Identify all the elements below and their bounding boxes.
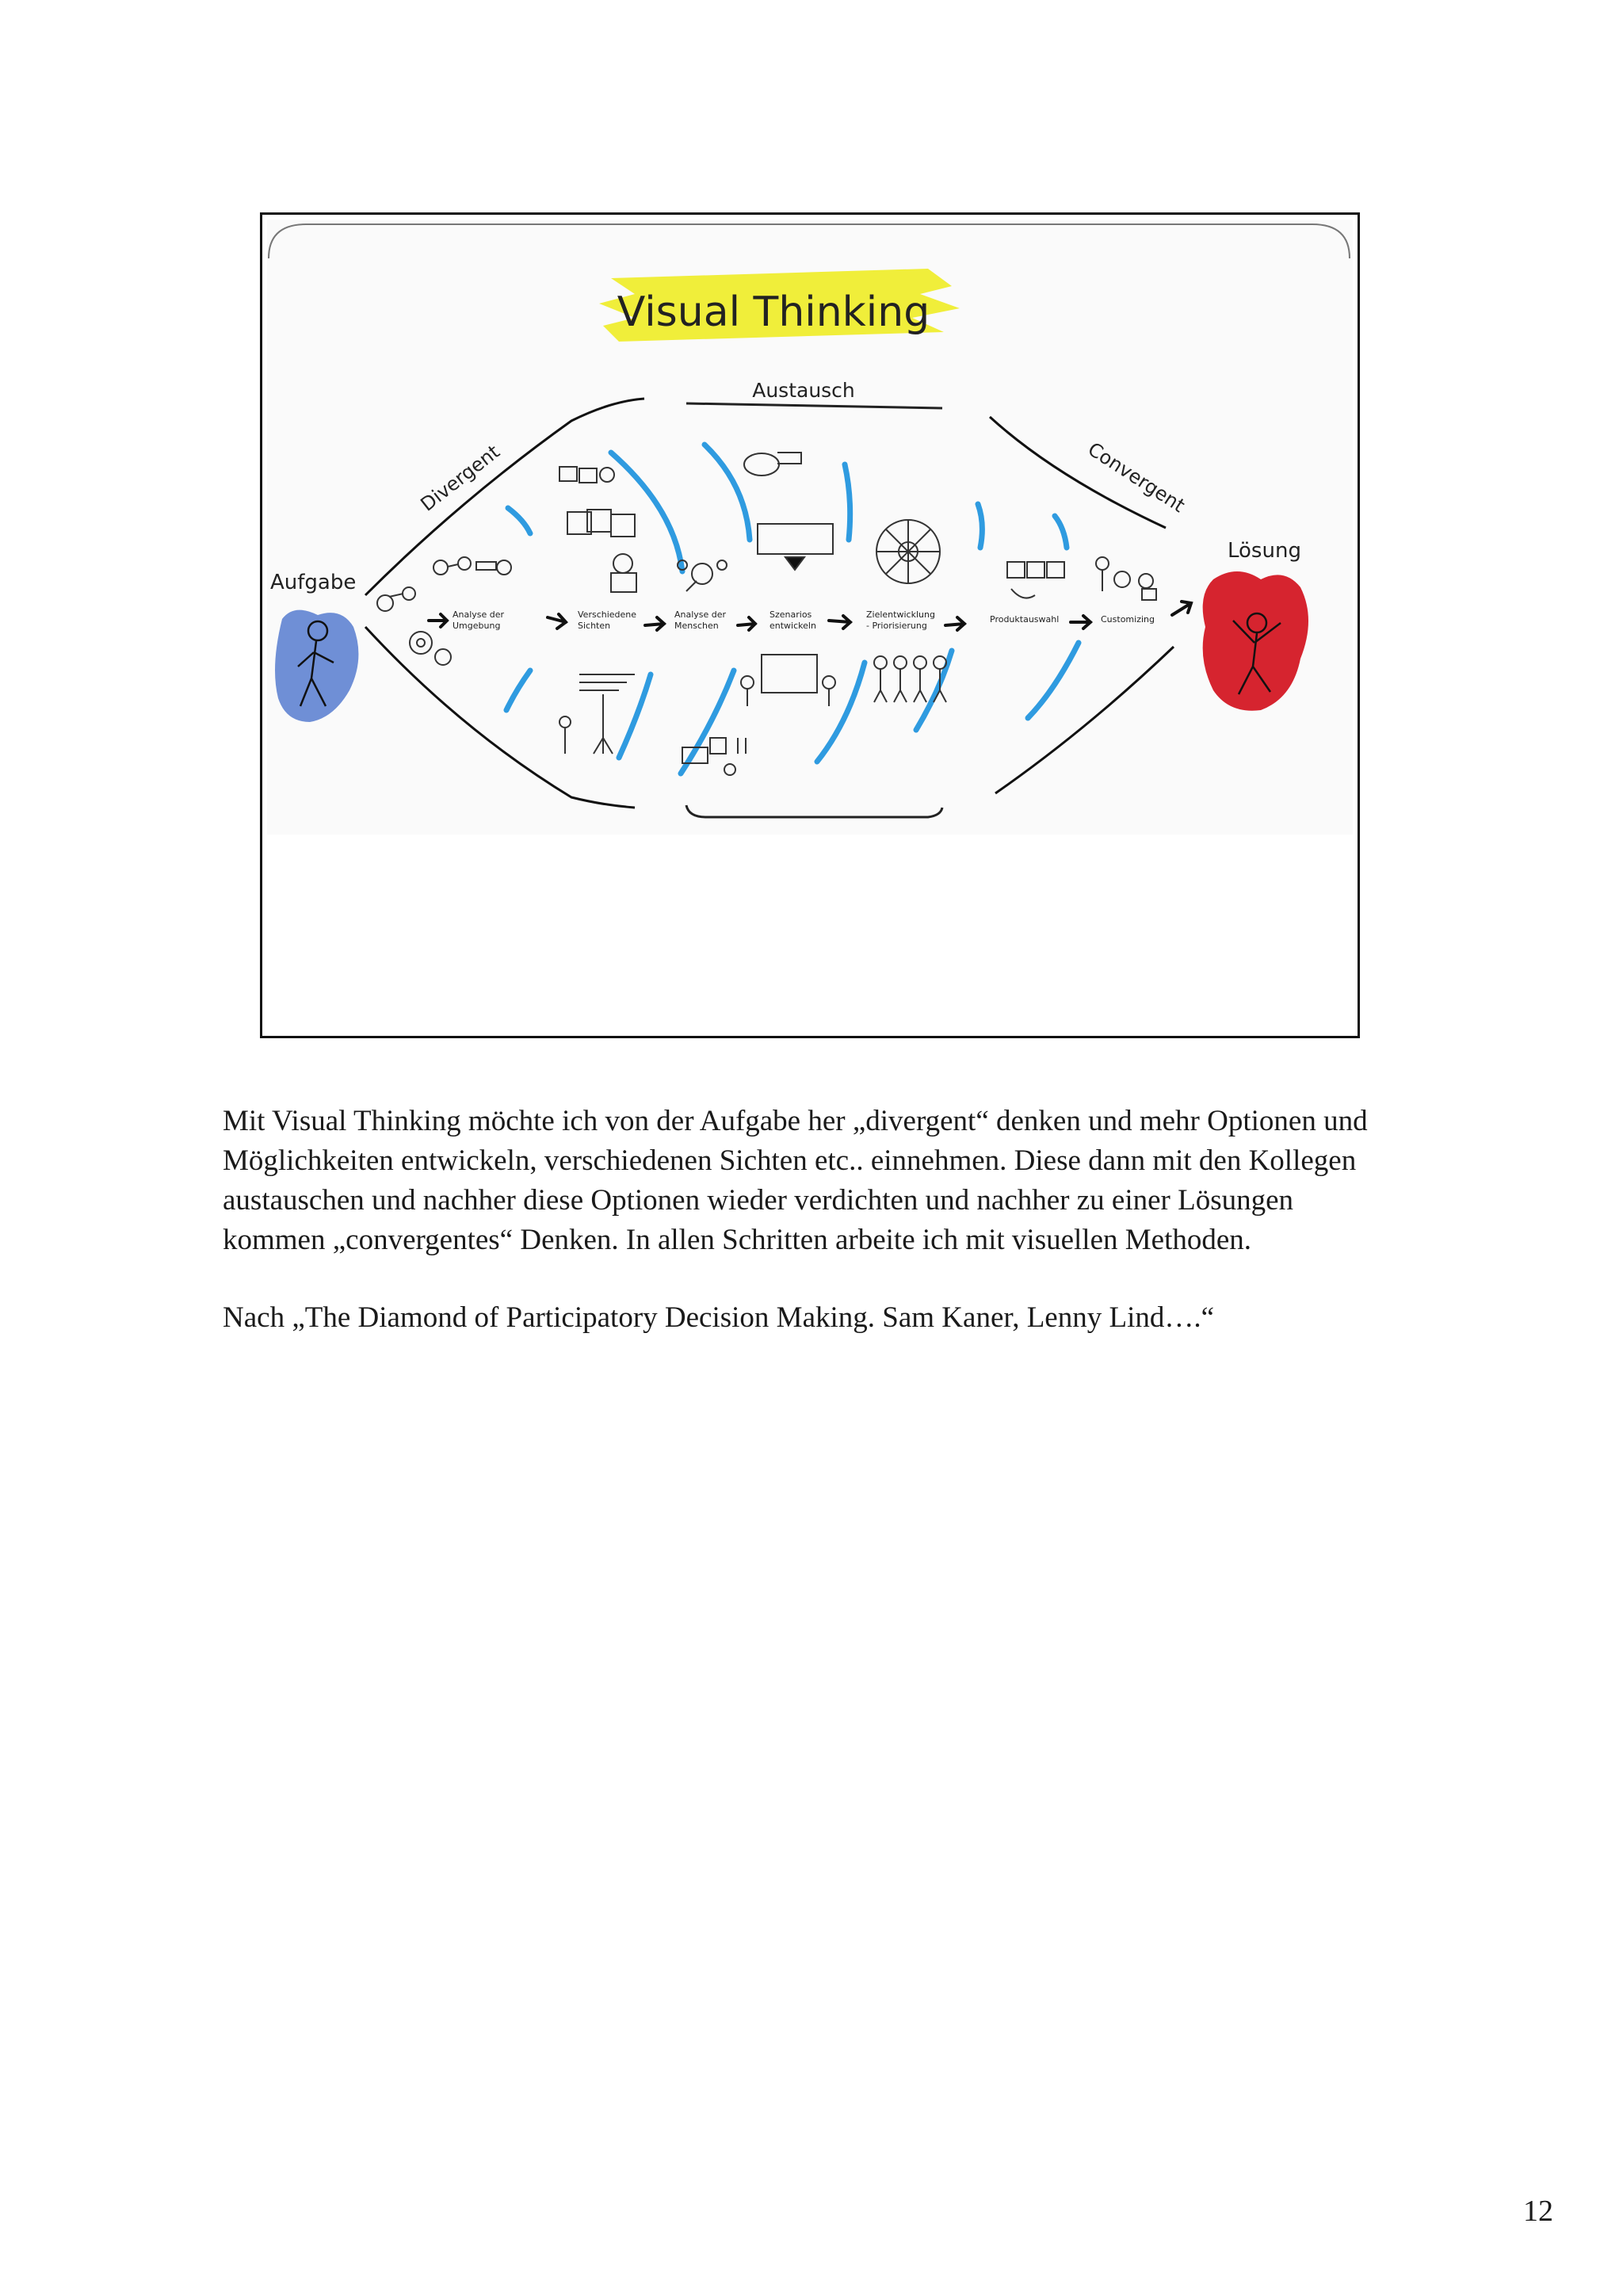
aufgabe-label: Aufgabe [270, 571, 357, 594]
paragraph-description: Mit Visual Thinking möchte ich von der Aufgabe her „divergent“ denken und mehr Optionen und Möglichkeiten entwickeln, verschiedenen Sichten etc.. einnehmen. Diese dann mit den Kollegen austauschen und nachher diese Optionen wieder verdichten und nachher zu einer Lösungen kommen „convergentes“ Denken. In allen Schritten arbeite ich mit visuellen Methoden. [223, 1105, 1368, 1256]
convergent-label: Convergent [1083, 437, 1190, 518]
slide-title: Visual Thinking [617, 288, 930, 336]
slide-image-frame [260, 212, 1360, 1038]
divergent-label: Divergent [416, 440, 504, 516]
step-5-line1: Zielentwicklung [866, 609, 935, 620]
step-5-line2: - Priorisierung [866, 621, 927, 631]
visual-thinking-diagram [262, 215, 1358, 1036]
step-4-line2: entwickeln [769, 621, 816, 631]
step-4-line1: Szenarios [769, 609, 812, 620]
step-7-line1: Customizing [1101, 614, 1155, 625]
austausch-label: Austausch [752, 379, 855, 402]
step-3-line2: Menschen [674, 621, 719, 631]
wheel-sketch-icon [876, 520, 940, 583]
step-3-line1: Analyse der [674, 609, 727, 620]
step-1-line2: Umgebung [453, 621, 501, 631]
step-6-line1: Produktauswahl [990, 614, 1060, 625]
step-2-line1: Verschiedene [578, 609, 637, 620]
step-2-line2: Sichten [578, 621, 611, 631]
paragraph-reference: Nach „The Diamond of Participatory Decision Making. Sam Kaner, Lenny Lind….“ [223, 1301, 1215, 1334]
loesung-label: Lösung [1228, 539, 1301, 563]
step-1-line1: Analyse der [453, 609, 505, 620]
page-number: 12 [1523, 2195, 1553, 2228]
